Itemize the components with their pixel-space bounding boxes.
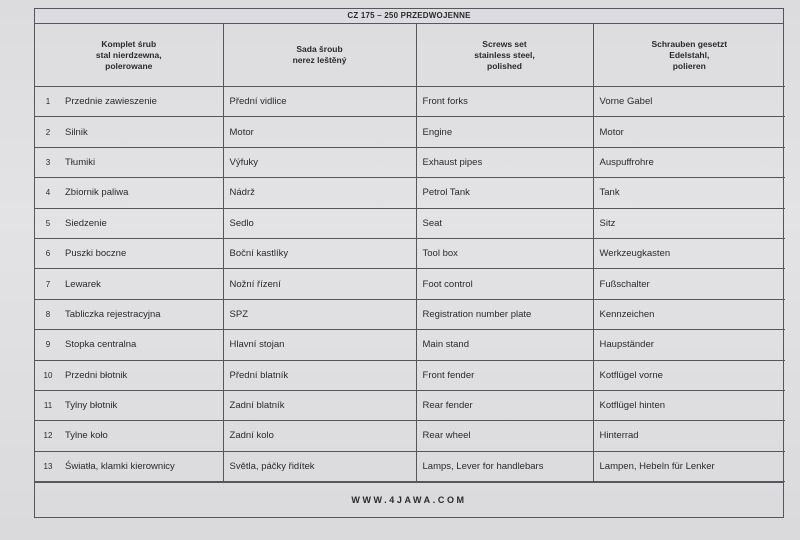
row-number: 4 <box>35 178 61 208</box>
cell-polish: Tylne koło <box>61 421 223 451</box>
cell-czech: Nožní řízení <box>223 269 416 299</box>
cell-polish: Przedni błotnik <box>61 360 223 390</box>
table-row <box>35 390 785 420</box>
cell-czech: Nádrž <box>223 178 416 208</box>
row-number: 2 <box>35 117 61 147</box>
cell-polish: Tabliczka rejestracyjna <box>61 299 223 329</box>
table-row <box>35 87 785 117</box>
cell-polish: Stopka centralna <box>61 330 223 360</box>
cell-english: Exhaust pipes <box>416 147 593 177</box>
cell-english: Front forks <box>416 87 593 117</box>
row-number: 5 <box>35 208 61 238</box>
cell-english: Foot control <box>416 269 593 299</box>
cell-german: Hinterrad <box>593 421 785 451</box>
row-number: 6 <box>35 238 61 268</box>
cell-german: Tank <box>593 178 785 208</box>
cell-english: Petrol Tank <box>416 178 593 208</box>
cell-german: Haupständer <box>593 330 785 360</box>
cell-english: Seat <box>416 208 593 238</box>
cell-german: Vorne Gabel <box>593 87 785 117</box>
cell-czech: Sedlo <box>223 208 416 238</box>
cell-czech: Motor <box>223 117 416 147</box>
cell-german: Werkzeugkasten <box>593 238 785 268</box>
cell-czech: Výfuky <box>223 147 416 177</box>
row-number: 13 <box>35 451 61 481</box>
cell-german: Kotflügel hinten <box>593 390 785 420</box>
row-number: 3 <box>35 147 61 177</box>
cell-english: Tool box <box>416 238 593 268</box>
header-german: Schrauben gesetzt Edelstahl, polieren <box>593 24 785 87</box>
footer-website: WWW.4JAWA.COM <box>35 482 783 517</box>
cell-english: Rear fender <box>416 390 593 420</box>
header-row <box>35 24 785 87</box>
cell-polish: Zbiornik paliwa <box>61 178 223 208</box>
cell-english: Rear wheel <box>416 421 593 451</box>
table-row <box>35 451 785 481</box>
table-row <box>35 360 785 390</box>
cell-czech: Boční kastlíky <box>223 238 416 268</box>
cell-polish: Puszki boczne <box>61 238 223 268</box>
cell-english: Engine <box>416 117 593 147</box>
table-row <box>35 208 785 238</box>
row-number: 12 <box>35 421 61 451</box>
row-number: 1 <box>35 87 61 117</box>
cell-german: Fußschalter <box>593 269 785 299</box>
cell-german: Motor <box>593 117 785 147</box>
table-row <box>35 117 785 147</box>
header-czech: Sada šroub nerez leštěný <box>223 24 416 87</box>
row-number: 8 <box>35 299 61 329</box>
cell-polish: Tłumiki <box>61 147 223 177</box>
cell-czech: Zadní blatník <box>223 390 416 420</box>
cell-polish: Silnik <box>61 117 223 147</box>
cell-czech: SPZ <box>223 299 416 329</box>
table-row <box>35 421 785 451</box>
cell-czech: Přední vidlice <box>223 87 416 117</box>
table-body <box>35 87 785 482</box>
cell-german: Auspuffrohre <box>593 147 785 177</box>
table-row <box>35 147 785 177</box>
cell-polish: Tylny błotnik <box>61 390 223 420</box>
table-row <box>35 330 785 360</box>
cell-german: Lampen, Hebeln für Lenker <box>593 451 785 481</box>
cell-polish: Lewarek <box>61 269 223 299</box>
cell-polish: Siedzenie <box>61 208 223 238</box>
sheet-title: CZ 175 – 250 PRZEDWOJENNE <box>35 9 783 24</box>
header-english: Screws set stainless steel, polished <box>416 24 593 87</box>
row-number: 11 <box>35 390 61 420</box>
cell-english: Lamps, Lever for handlebars <box>416 451 593 481</box>
row-number: 7 <box>35 269 61 299</box>
parts-table <box>35 24 785 482</box>
cell-german: Sitz <box>593 208 785 238</box>
cell-polish: Światła, klamki kierownicy <box>61 451 223 481</box>
cell-english: Front fender <box>416 360 593 390</box>
cell-english: Registration number plate <box>416 299 593 329</box>
cell-english: Main stand <box>416 330 593 360</box>
cell-german: Kennzeichen <box>593 299 785 329</box>
header-polish: Komplet śrub stal nierdzewna, polerowane <box>35 24 223 87</box>
table-row <box>35 178 785 208</box>
table-row <box>35 238 785 268</box>
parts-sheet <box>34 8 784 518</box>
cell-czech: Zadní kolo <box>223 421 416 451</box>
cell-german: Kotflügel vorne <box>593 360 785 390</box>
cell-polish: Przednie zawieszenie <box>61 87 223 117</box>
table-row <box>35 299 785 329</box>
row-number: 10 <box>35 360 61 390</box>
cell-czech: Světla, páčky řidítek <box>223 451 416 481</box>
row-number: 9 <box>35 330 61 360</box>
table-row <box>35 269 785 299</box>
cell-czech: Hlavní stojan <box>223 330 416 360</box>
cell-czech: Přední blatník <box>223 360 416 390</box>
